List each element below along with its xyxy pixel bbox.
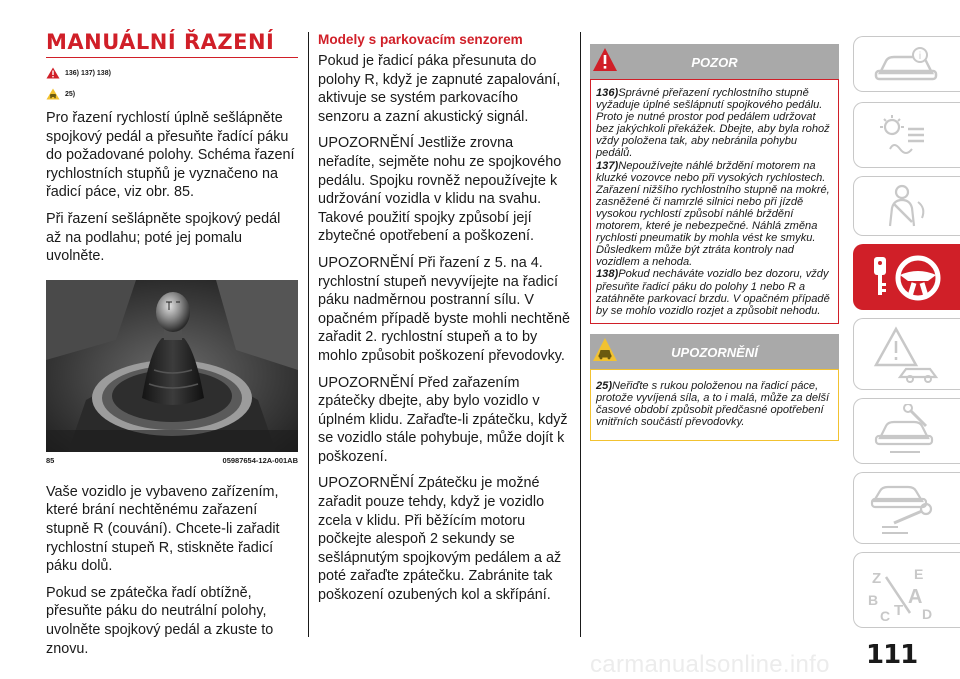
index-letter: T (894, 602, 904, 619)
paragraph-notice-reverse-stopped: UPOZORNĚNÍ Zpátečku je možné zařadit pouze tehdy, když je vozidlo zcela v klidu. Při běžícím motoru počkejte alespoň 2 sekundy se sešlápnutým spojkovým pedálem a až poté zařaďte zpátečku. Zabránite tak poškození ozubených kol a skřípání. (318, 475, 562, 604)
paragraph-reverse-difficult: Pokud se zpátečka řadí obtížně, přesuňte páku do neutrální polohy, uvolněte spojkový pedál a zkuste to znovu. (46, 584, 274, 657)
warning-number-137: 137) (596, 159, 619, 172)
warning-box-body (590, 79, 839, 324)
figure-caption (46, 456, 298, 465)
paragraph-notice-before-reverse: UPOZORNĚNÍ Před zařazením zpátečky dbejte, aby bylo vozidlo v úplném klidu. Zařaďte-li zpátečku, když se vozidlo stále pohybuje, může dojít k poškození. (318, 374, 568, 465)
warning-triangle-car-icon (870, 325, 944, 385)
notice-text-25: Neřiďte s rukou položenou na řadicí páce, protože vyvíjená síla, a to i malá, může za delší časové období způsobit předčasné opotřebení vnitřních součástí převodovky. (596, 379, 830, 429)
column-left (46, 30, 298, 666)
page-title: MANUÁLNÍ ŘAZENÍ (46, 30, 298, 58)
index-letter: C (880, 608, 891, 624)
tab-alphabetical-index[interactable] (853, 552, 960, 628)
paragraph-notice-clutch: UPOZORNĚNÍ Jestliže zrovna neřadíte, sejměte nohu ze spojkového pedálu. Spojku rovněž nepoužívejte k udržování vozidla v klidu na svahu. Takové použití spojky způsobí její zbytečné opotřebení a poškození. (318, 135, 562, 245)
tab-maintenance[interactable] (853, 398, 960, 464)
tab-vehicle-info[interactable] (853, 36, 960, 92)
notice-box-label: UPOZORNĚNÍ (671, 344, 758, 360)
tab-safety[interactable] (853, 176, 960, 236)
warning-reference-line (46, 67, 298, 79)
gear-lever-photo (46, 280, 298, 452)
index-letter: D (922, 606, 933, 622)
warning-reference-numbers: 136) 137) 138) (65, 69, 111, 77)
column-divider-right (580, 32, 581, 637)
index-letter: A (908, 586, 923, 608)
tab-starting-driving[interactable] (853, 244, 960, 310)
notice-number-25: 25) (596, 379, 613, 392)
warning-number-136: 136) (596, 87, 619, 99)
car-info-icon (872, 45, 942, 85)
warning-item-138 (596, 268, 833, 316)
warning-text-138: Pokud necháváte vozidlo bez dozoru, vždy přesuňte řadicí páku do polohy 1 nebo R a zatáhněte parkovací brzdu. V opačném případě by se mohlo vozidlo rozjet a způsobit nehodu. (596, 268, 830, 317)
figure-number: 85 (46, 455, 55, 465)
index-letter: Z (872, 570, 882, 587)
tab-technical-data[interactable] (853, 472, 960, 544)
tab-emergency[interactable] (853, 318, 960, 390)
paragraph-reverse-lockout: Vaše vozidlo je vybaveno zařízením, které brání nechtěnému zařazení stupně R (couvání). Chcete-li zařadit rychlostní stupeň R, stiskněte řadicí páku dolů. (46, 483, 280, 575)
warning-text-136: Správné přeřazení rychlostního stupně vyžaduje úplné sešlápnutí spojkového pedálu. Proto je nutné prostor pod pedálem udržovat bez jakýchkoli překážek. Dbejte, aby byla rohož vždy položena tak, aby nebránila pohybu pedálů. (596, 87, 830, 160)
svg-text:i: i (918, 51, 922, 62)
index-letter: B (868, 592, 879, 608)
dashboard-lights-icon (872, 111, 942, 161)
notice-reference-line (46, 88, 298, 100)
warning-number-138: 138) (596, 268, 619, 281)
technical-specs-icon (868, 479, 942, 539)
paragraph-notice-5-to-4: UPOZORNĚNÍ Při řazení z 5. na 4. rychlostní stupeň nevyvíjejte na řadicí páku nadměrnou postranní sílu. V opačném případě byste mohli nechtěně zařadit 2. rychlostní stupeň a to by mohlo způsobit poškození převodovky. (318, 254, 570, 364)
warning-box-label: POZOR (691, 55, 738, 70)
watermark: carmanualsonline.info (590, 651, 830, 678)
key-steering-wheel-icon (866, 253, 950, 303)
column-divider-left (308, 32, 309, 637)
tab-dashboard[interactable] (853, 102, 960, 168)
warning-item-136 (596, 87, 833, 160)
notice-box-body (590, 369, 839, 441)
warning-box-header (590, 44, 839, 79)
column-middle (318, 32, 570, 613)
section-heading-parking-sensor: Modely s parkovacím senzorem (318, 32, 523, 47)
notice-item-25 (596, 380, 833, 428)
figure-code: 05987654-12A-001AB (222, 455, 298, 465)
index-letter: E (914, 566, 924, 582)
paragraph-shifting: Pro řazení rychlostí úplně sešlápněte spojkový pedál a přesuňte řadící páku do požadované polohy. Schéma řazení rychlostních stupňů je vyznačeno na řadicí páce, viz obr. 85. (46, 110, 295, 201)
notice-reference-numbers: 25) (65, 90, 76, 98)
red-warning-triangle-icon (46, 67, 60, 79)
yellow-car-warning-icon (46, 88, 60, 100)
notice-box-header (590, 334, 839, 369)
alphabetical-index-icon (864, 557, 944, 627)
seatbelt-person-icon (874, 182, 944, 232)
paragraph-parking-sensor: Pokud je řadicí páka přesunuta do polohy R, když je zapnuté zapalování, aktivuje se systém parkovacího senzoru a zazní akustický signál. (318, 53, 561, 125)
column-right (590, 44, 839, 441)
chapter-tabs-sidebar (853, 0, 960, 678)
page-number: 111 (866, 640, 918, 670)
paragraph-clutch: Při řazení sešlápněte spojkový pedál až na podlahu; poté jej pomalu uvolněte. (46, 210, 281, 265)
car-tools-icon (870, 404, 944, 460)
warning-text-137: Nepoužívejte náhlé brždění motorem na kluzké vozovce nebo při vysokých rychlostech. Zařazení nižšího rychlostního stupně na mokré, zasněžené či namrzlé silnici nebo při jízdě vysokou rychlostí způsobí náhlé brždění motorem, které je nebezpečné. Náhlá změna rychlosti pneumatik by mohla vést ke smyku. Důsledkem může být ztráta kontroly nad vozidlem a nehoda. (596, 159, 830, 269)
warning-item-137 (596, 160, 833, 269)
